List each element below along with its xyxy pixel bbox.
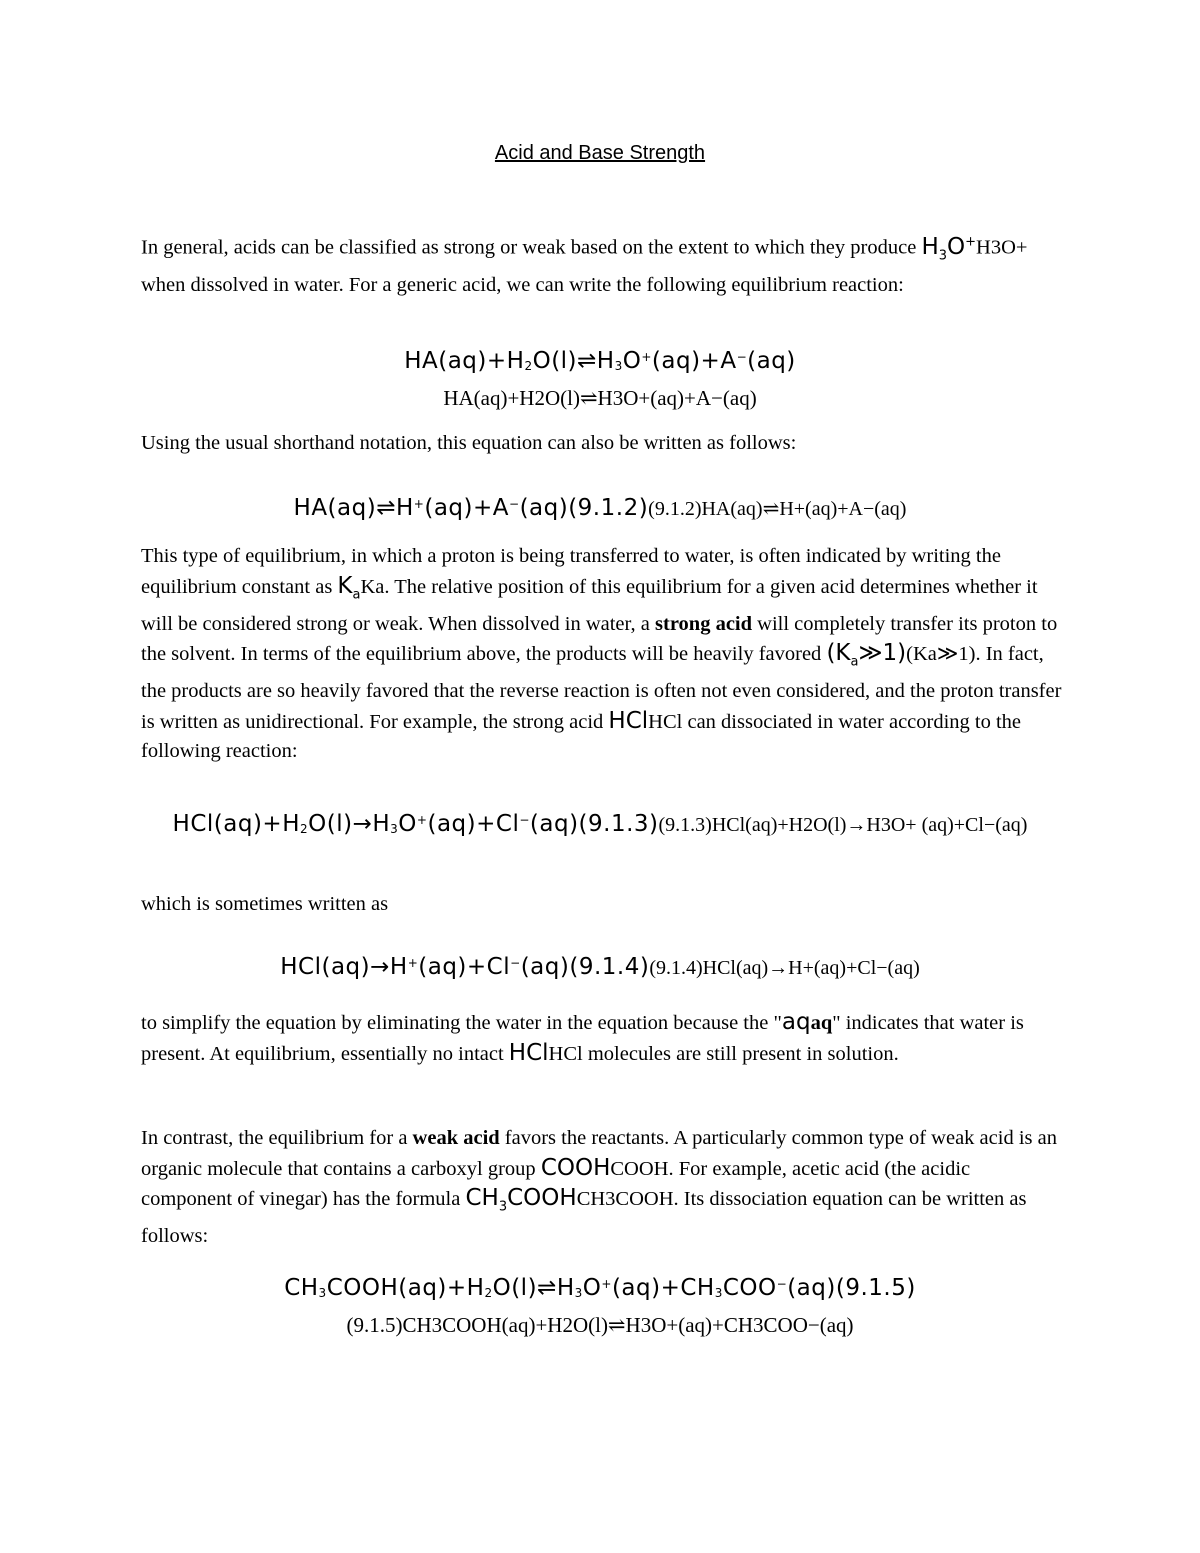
equation-4 xyxy=(100,947,1100,986)
equation-4-text: (9.1.4)HCl(aq)→H+(aq)+Cl−(aq) xyxy=(649,957,920,979)
equation-1 xyxy=(100,341,1100,414)
paragraph-sometimes-written xyxy=(141,890,1066,920)
math-ka-gg-1: $(K_a≫1)$ xyxy=(826,640,907,670)
equation-1-rendered: $HA(aq)+H_2O(l)\rightleftharpoons H_3O^+(aq)+A^-(aq)$ xyxy=(404,348,796,374)
equation-2-text: (9.1.2)HA(aq)⇌H+(aq)+A−(aq) xyxy=(648,498,907,520)
math-hcl-text: HCl xyxy=(548,1042,583,1065)
equation-5-text: (9.1.5)CH3COOH(aq)+H2O(l)⇌H3O+(aq)+CH3COO−(aq) xyxy=(346,1313,854,1337)
paragraph-intro xyxy=(141,227,1066,300)
math-ka-gg-1-text: (Ka≫1) xyxy=(906,643,976,666)
math-cooh-text: COOH xyxy=(610,1157,669,1180)
term-weak-acid: weak acid xyxy=(412,1127,500,1149)
equation-3-rendered: $HCl(aq)+H_2O(l)\to H_3O^+(aq)+Cl^-(aq)(9.1.3)$ xyxy=(172,811,659,837)
text: which is sometimes written as xyxy=(141,893,389,915)
document-title: Acid and Base Strength xyxy=(494,142,706,164)
math-aq-text: aq xyxy=(810,1012,833,1034)
text: Using the usual shorthand notation, this equation can also be written as follows: xyxy=(141,432,797,454)
equation-3-text: (9.1.3)HCl(aq)+H2O(l)→H3O+ (aq)+Cl−(aq) xyxy=(658,814,1028,836)
paragraph-simplify: to simplify the equation by eliminating the water in the equation because the "aqaq" indicates that water is present. At equilibrium, essentially no intact HClHCl molecules are still present in solution. xyxy=(141,1009,1024,1066)
math-ka-text: Ka xyxy=(360,575,385,598)
math-hcl-text: HCl xyxy=(648,710,683,733)
math-h3o: $H_3O^+$ xyxy=(921,233,977,264)
math-h3o-text: H3O+ xyxy=(976,236,1028,259)
paragraph-weak-acid: In contrast, the equilibrium for a weak acid favors the reactants. A particularly common type of weak acid is an organic molecule that contains a carboxyl group COOHCOOH. For example, acetic acid (the acidic component of vinegar) has the formula $CH_3COOHCH3COOH$. Its dissociation equation can be written as follows: xyxy=(141,1127,1057,1248)
equation-2-rendered: HA(aq)⇌H+(aq)+A−(aq)(9.1.2) xyxy=(293,495,649,521)
math-aq: aq xyxy=(781,1009,811,1035)
equation-5-rendered: $CH_3COOH(aq)+H_2O(l)\rightleftharpoons H_3O^+(aq)+CH_3COO^-(aq)(9.1.5)$ xyxy=(284,1275,916,1301)
math-hcl: HCl xyxy=(508,1039,549,1066)
equation-3 xyxy=(100,804,1100,845)
text: In general, acids can be classified as strong or weak based on the extent to which they produce xyxy=(141,236,922,259)
equation-2 xyxy=(100,488,1100,527)
paragraph-shorthand xyxy=(141,429,1066,459)
term-strong-acid: strong acid xyxy=(655,612,753,635)
math-ch3cooh-text: CH3COOH xyxy=(576,1188,674,1210)
equation-4-rendered: HCl(aq)→H+(aq)+Cl−(aq)(9.1.4) xyxy=(280,954,650,980)
paragraph-strong-acid: This type of equilibrium, in which a proton is being transferred to water, is often indicated by writing the equilibrium constant as $K_aKa$. The relative position of this equilibrium for a given acid determines whether it will be considered strong or weak. When dissolved in water, a strong acid will completely transfer its proton to the solvent. In terms of the equilibrium above, the products will be heavily favored $(K_a≫1)(Ka≫1)$. In fact, the products are so heavily favored that the reverse reaction is often not even considered, and the proton transfer is written as unidirectional. For example, the strong acid HClHCl can dissociated in water according to the following reaction: xyxy=(141,545,1062,763)
text: when dissolved in water. For a generic acid, we can write the following equilibrium reaction: xyxy=(141,273,904,296)
equation-1-text: HA(aq)+H2O(l)⇌H3O+(aq)+A−(aq) xyxy=(443,386,757,410)
math-cooh: COOH xyxy=(540,1154,611,1181)
math-ch3cooh: $CH_3COOH$ xyxy=(465,1185,577,1215)
equation-5 xyxy=(100,1268,1100,1341)
math-ka: $K_a$ xyxy=(337,572,361,603)
math-hcl: HCl xyxy=(608,707,649,734)
